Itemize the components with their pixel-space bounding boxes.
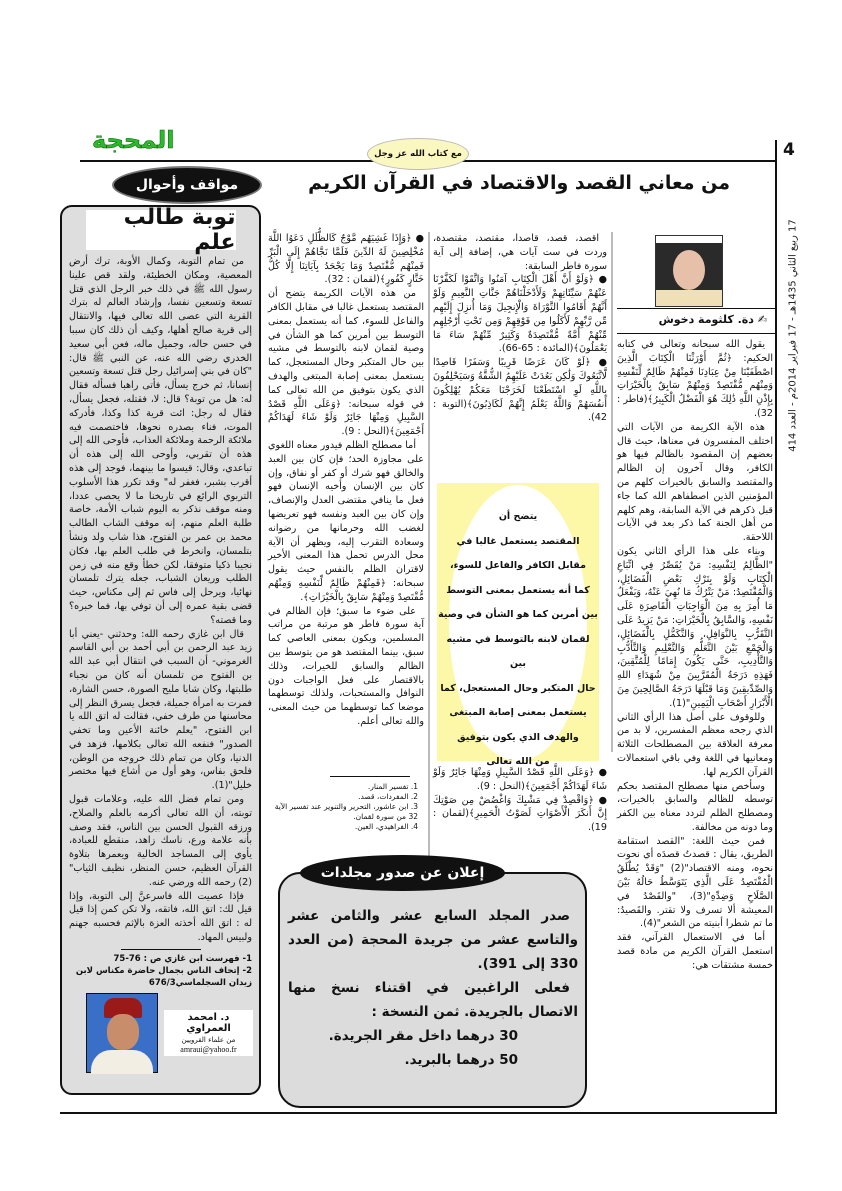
sidebar-section-label	[112, 166, 262, 204]
announcement-box	[278, 872, 587, 1108]
announcement-title-text: إعلان عن صدور مجلدات	[320, 865, 485, 881]
footnote: 4. الفراهيدي، العين.	[354, 822, 418, 831]
paragraph: أما مصطلح الظلم فيدور معناه اللغوي على مجاوزة الحد؛ فإن كان بين العبد والخالق فهو شرك أو كفر أو نفاق، وإن كان بين الإنسان وأخيه الإنسان فهو فعل ما ينافي مقتضى العدل والإنصاف، وإن كان بين العبد ونفسه فهو تعريضها لغضب الله وحرمانها من رضوانه وسعادة التقرب إليه، ويظهر أن الآية محل الدرس تحمل هذا المعنى الأخير لاقتران الظلم بالنفس حيث يقول سبحانه: ﴿فَمِنْهُمْ ظَالِمٌ لِّنَفْسِهِ وَمِنْهُم مُّقْتَصِدٌ وَمِنْهُمْ سَابِقٌ بِالْخَيْرَاتِ﴾.	[268, 439, 424, 603]
column-divider	[428, 232, 430, 857]
sidebar-author-email[interactable]: amraui@yahoo.fr	[180, 1044, 237, 1054]
sidebar-author-card	[164, 1010, 253, 1056]
pull-quote-line: بين أمرين كما هو الشأن في وصية	[438, 609, 598, 620]
sidebar-footnotes	[69, 953, 252, 989]
paragraph: قال ابن غازي رحمه الله: وحدثني -يعني أبا زيد عبد الرحمن بن أبي أحمد بن أبي القاسم الغرموني- أن السبب في انتقال أبي عبد الله بن الفتوح من تلمسان أنه كان من نجباء طلبتها، وكان شابا مليح الصورة، حسن الشارة، فمرت به امرأة جميلة، فجعل يسرق النظر إلى محاسنها من طرف خفي، فقالت له اتق الله يا ابن الفتوح، "يعلم خائنة الأعين وما تخفي الصدور" فنفعه الله تعالى بكلامها، فزهد في الدنيا، وكان من تمام ذلك خروجه من الوطن، فلحق بفاس، وهو أول من أشاع فيها مختصر خليل"(1).	[69, 628, 252, 792]
page-number: 4	[783, 140, 795, 160]
footnote-rule	[330, 776, 410, 777]
verse-item: ● ﴿لَوْ كَانَ عَرَضًا قَرِيبًا وَسَفَرًا قَاصِدًا لَّاتَّبَعُوكَ وَلَٰكِن بَعُدَتْ عَلَيْهِمُ الشُّقَّةُ وَسَيَحْلِفُونَ بِاللَّهِ لَوِ اسْتَطَعْنَا لَخَرَجْنَا مَعَكُمْ يُهْلِكُونَ أَنفُسَهُمْ وَاللَّهُ يَعْلَمُ إِنَّهُمْ لَكَاذِبُونَ﴾(التوبة : 42).	[433, 357, 607, 424]
pull-quote-line: مقابل الكافر والفاعل للسوء،	[450, 560, 586, 571]
announcement-body	[288, 904, 578, 1072]
announcement-text: صدر المجلد السابع عشر والثامن عشر والتاسع عشر من جريدة المحجة (من العدد 330 إلى 391).	[288, 908, 578, 972]
paragraph: من تمام التوبة، وكمال الأوبة، ترك أرض المعصية، ومكان الخطيئة، ولقد قص علينا رسول الله ﷺ في ذلك خبر الرجل الذي قتل تسعة وتسعين نفسا، وإرشاد العالم له بترك القرية التي عصى الله تعالى فيها، والانتقال إلى قرية صالح أهلها، وكيف أن ذلك كان سببا في حسن حاله، وجميل ماله، فعن أبي سعيد الخدري رضي الله عنه، عن النبي ﷺ قال: "كان في بني إسرائيل رجل قتل تسعة وتسعين إنسانا، ثم خرج يسأل، فأتى راهبا فسأله فقال له: هل من توبة؟ قال: لا، فقتله، فجعل يسأل، فقال له رجل: ائت قرية كذا وكذا، فأدركه الموت، فناء بصدره نحوها، فاختصمت فيه ملائكة الرحمة وملائكة العذاب، فأوحى الله إلى هذه أن تقربي، وأوحى الله إلى هذه أن تباعدي، وقال: قيسوا ما بينهما، فوجد إلى هذه أقرب بشبر، فغفر له" وقد تكرر هذا الأسلوب التربوي الرائع في تاريخنا ما لا يحصى عددا، ومنه موقف نذكر به اليوم شباب الأمة، خاصة طلبة العلم منهم، إنه موقف الشاب الطالب محمد بن عمر بن الفتوح، هذا شاب ولد ونشأ بتلمسان، وانخرط في طلب العلم بها، فكان نجيبا ذكيا متوفقا، لكن خطأ وقع منه في زمن الطلب وريعان الشباب، جعله يترك تلمسان نهائيا، ويرحل إلى فاس ثم إلى مكناس، حيث قضى بقية عمره إلى أن توفي بها، فما خبره؟ وما قصته؟	[69, 256, 252, 626]
price-mail: 50 درهما بالبريد.	[404, 1052, 518, 1068]
paragraph: وبناء على هذا الرأي الثاني يكون "الظَّالِمُ لِنَفْسِهِ: مَنْ يُقَصِّرُ فِي اتِّبَاعِ الْكِتَابِ وَلَوْ بِتَرْكِ بَعْضِ الْفَضَائِلِ، وَالْمُقْتَصِدُ: مَنْ يَتْرُكُ مَا نُهِيَ عَنْهُ، وَيَفْعَلُ مَا أُمِرَ بِهِ مِنَ الْوَاجِبَاتِ الْقَاصِرَةِ عَلَى نَفْسِهِ، وَالسَّابِقُ بِالْخَيْرَاتِ: مَنْ يَزِيدُ عَلَى التَّقَرُّبِ بِالنَّوَافِلِ، وَالتَّكَمُّلِ بِالْفَضَائِلِ، وَالْجَمْعِ بَيْنَ التَّعَلُّمِ وَالتَّعْلِيمِ وَالتَّأَدُّبِ وَالتَّأْدِيبِ، حَتَّى يَكُونَ إِمَامًا لِلْمُتَّقِينَ، فَهَذِهِ دَرَجَةُ الْمُقَرَّبِينَ مِنْ شُهَدَاءِ اللهِ وَالصِّدِّيقِينَ وَمَا قَبْلَهَا دَرَجَةُ الصَّالِحِينَ مِنَ الْأَبْرَارِ أَصْحَابِ الْيَمِينِ"(1).	[617, 545, 773, 709]
author-name: دة. كلثومة دخوش	[658, 313, 754, 326]
paragraph: فمن حيث اللغة: "القصد استقامة الطريق، يقال : قصدتُ قصدَه أي نحوت نحوه، ومنه الاقتصاد"(2) "وَقَدْ يُطْلَقُ الْمُقْتَصِدُ عَلَى الَّذِي يَتَوَسَّطُ حَالُهُ بَيْنَ الصَّلَاحِ وَضِدِّهِ"(3)، "والقَصْدُ في المعيشة ألا تسرف ولا تقتر. والقَصيدُ: ما تم شطرا أبنيته من الشعر"(4).	[617, 835, 774, 930]
article-column-2-continued	[433, 766, 607, 835]
verse-item: ● ﴿وَاقْصِدْ فِي مَشْيِكَ وَاغْضُضْ مِن صَوْتِكَ إِنَّ أَنكَرَ الْأَصْوَاتِ لَصَوْتُ الْحَمِيرِ﴾(لقمان : 19).	[433, 794, 607, 834]
paragraph: هذه الآية الكريمة من الآيات التي اختلف المفسرون في معناها، حيث قال بعضهم إن المقصود بالظالم فيها هو الكافر، وقال آخرون إن الظالم والمقتصد والسابق بالخيرات كلهم من المؤمنين الذين اصطفاهم الله كما جاء قبل ذكرهم في الآية السابقة، وهم كلهم من أهل الجنة كما ذكر بعد في الآيات اللاحقة.	[617, 421, 773, 544]
paragraph: يقول الله سبحانه وتعالى في كتابه الحكيم: ﴿ثُمَّ أَوْرَثْنَا الْكِتَابَ الَّذِينَ اصْطَفَيْنَا مِنْ عِبَادِنَا فَمِنْهُمْ ظَالِمٌ لِّنَفْسِهِ وَمِنْهُم مُّقْتَصِدٌ وَمِنْهُمْ سَابِقٌ بِالْخَيْرَاتِ بِإِذْنِ اللَّهِ ذَٰلِكَ هُوَ الْفَضْلُ الْكَبِيرُ﴾(فاطر : 32).	[617, 339, 773, 419]
paragraph: وللوقوف على أصل هذا الرأي الثاني الذي رجحه معظم المفسرين، لا بد من معرفة العلاقة بين المصطلحات الثلاثة ومعانيها في اللغة وفي باقي استعمالات القرآن الكريم لها.	[617, 711, 773, 778]
pull-quote-line: والهدف الذي يكون بتوفيق	[457, 731, 579, 743]
author-rule-bottom	[617, 333, 775, 334]
paragraph: وسأخص منها مصطلح المقتصد بحكم توسطه للظالم والسابق بالخيرات، ومصطلح الظلم لتردد معناه بين الكفر وما دونه من مخالفة.	[617, 780, 773, 833]
footnote: 3. ابن عاشور، التحرير والتنوير عند تفسير الآية 32 من سورة لقمان.	[274, 802, 418, 821]
footnote: 1. تفسير المنار.	[367, 782, 418, 791]
sidebar-author-photo	[86, 993, 158, 1073]
article-column-3	[268, 232, 424, 772]
verse-item: ● ﴿وَلَوْ أَنَّ أَهْلَ الْكِتَابِ آمَنُوا وَاتَّقَوْا لَكَفَّرْنَا عَنْهُمْ سَيِّئَاتِهِمْ وَلَأَدْخَلْنَاهُمْ جَنَّاتِ النَّعِيمِ وَلَوْ أَنَّهُمْ أَقَامُوا التَّوْرَاةَ وَالْإِنجِيلَ وَمَا أُنزِلَ إِلَيْهِم مِّن رَّبِّهِمْ لَأَكَلُوا مِن فَوْقِهِمْ وَمِن تَحْتِ أَرْجُلِهِم مِّنْهُمْ أُمَّةٌ مُّقْتَصِدَةٌ وَكَثِيرٌ مِّنْهُمْ سَاءَ مَا يَعْمَلُونَ﴾(المائدة : 65-66).	[433, 274, 607, 355]
section-badge-label: مع كتاب الله عز وجل	[374, 149, 462, 159]
pull-quote-line: يستعمل بمعنى إصابة المبتغى	[449, 707, 587, 718]
sidebar-title-box	[86, 205, 236, 255]
footnote: 2- إتحاف الناس بجمال حاضرة مكناس لابن زيدان السجلماسي676/3	[75, 965, 252, 988]
sidebar-box	[60, 205, 261, 1095]
column-divider	[611, 232, 613, 752]
paragraph: أما في الاستعمال القرآني، فقد استعمل القرآن الكريم من مادة قصد خمسة مشتقات هي:	[617, 932, 773, 971]
sidebar-section-label-text: مواقف وأحوال	[135, 177, 239, 193]
section-badge	[367, 138, 469, 170]
footnote: 2. المفردات، قصد.	[358, 792, 418, 801]
sidebar-text	[69, 255, 252, 945]
sidebar-title: توبة طالب علم	[123, 205, 236, 255]
sidebar-author-role: من علماء القرويين	[181, 1035, 236, 1044]
paragraph: فإذا عصيت الله فاسرعنَّ إلى التوبة، وإذا قيل لك: اتق الله، فاتقه، ولا تكن كمن إذا قيل له : اتق الله أخذته العزة بالإثم فحسبه جهنم ولبيس المهاد.	[69, 890, 252, 944]
pull-quote-line: لقمان لابنه بالتوسط في مشيه بين	[446, 633, 590, 669]
pull-quote-line: من الله تعالى	[486, 756, 550, 767]
announcement-title	[300, 855, 505, 891]
paragraph: اقصد، قصد، قاصدا، مقتصد، مقتصدة، وردت في ست آيات هي، إضافة إلى آية سورة فاطر السابقة:	[433, 233, 607, 272]
pull-quote-line: كما أنه يستعمل بمعنى التوسط	[446, 584, 590, 596]
paragraph: من هذه الآيات الكريمة يتضح أن المقتصد يستعمل غالبا في مقابل الكافر والفاعل للسوء، كما أنه يستعمل بمعنى التوسط بين أمرين كما هو الشأن في وصية لقمان لابنه بالتوسط في مشيه بين حال المتكبر وحال المستعجل، كما يستعمل بمعنى إصابة المبتغى والهدف الذي يكون بتوفيق من الله تعالى كما في قوله سبحانه: ﴿وَعَلَى اللَّهِ قَصْدُ السَّبِيلِ وَمِنْهَا جَائِرٌ وَلَوْ شَاءَ لَهَدَاكُمْ أَجْمَعِينَ﴾(النحل : 9).	[268, 288, 424, 438]
pull-quote-line: المقتصد يستعمل غالبا في	[456, 535, 580, 547]
pull-quote-line: حال المتكبر وحال المستعجل، كما	[440, 682, 596, 694]
price-local: 30 درهما داخل مقر الجريدة.	[328, 1028, 518, 1044]
footer-rule	[60, 1112, 777, 1114]
article-footnotes	[268, 782, 418, 832]
sidebar-author-name: د. امحمد العمراوي	[186, 1011, 231, 1034]
author-byline	[617, 313, 767, 326]
date-strip: 17 ربيع الثاني 1435هـ - 17 فبراير 2014م - العدد 414	[787, 219, 799, 452]
pen-icon: ✍	[753, 313, 767, 326]
article-column-2	[433, 232, 607, 480]
article-column-1	[617, 338, 773, 973]
article-title: من معاني القصد والاقتصاد في القرآن الكريم	[308, 172, 730, 194]
announcement-call: فعلى الراغبين في اقتناء نسخ منها الاتصال بالجريدة. ثمن النسخة :	[288, 980, 578, 1020]
footnote-rule	[121, 949, 201, 950]
author-rule-top	[617, 308, 775, 309]
right-margin-rule	[775, 140, 777, 1112]
author-photo	[655, 235, 723, 307]
paragraph: ومن تمام فضل الله عليه، وعلامات قبول توبته، أن الله تعالى أكرمه بالعلم والصلاح، ورزقه القبول الحسن بين الناس، فقد وصف بأنه علامة ورع، ناسك زاهد، منقطع للعبادة، يأوي إلى المساجد الخالية ويعمرها بتلاوة القرآن العظيم، حسن المنظر، نظيف الثياب"(2) رحمه الله ورضي عنه.	[69, 794, 252, 888]
verse-item: ● ﴿وَإِذَا غَشِيَهُم مَّوْجٌ كَالظُّلَلِ دَعَوُا اللَّهَ مُخْلِصِينَ لَهُ الدِّينَ فَلَمَّا نَجَّاهُمْ إِلَى الْبَرِّ فَمِنْهُم مُّقْتَصِدٌ وَمَا يَجْحَدُ بِآيَاتِنَا إِلَّا كُلُّ خَتَّارٍ كَفُورٍ﴾(لقمان : 32).	[268, 233, 424, 286]
pull-quote	[437, 483, 599, 767]
sidebar-author-row	[86, 993, 253, 1073]
verse-item: ● ﴿وَعَلَى اللَّهِ قَصْدُ السَّبِيلِ وَمِنْهَا جَائِرٌ وَلَوْ شَاءَ لَهَدَاكُمْ أَجْمَعِينَ﴾(النحل : 9).	[433, 767, 607, 792]
footnote: 1- فهرست ابن غازي ص : 76-75	[113, 953, 252, 964]
newspaper-logo: المحجة	[92, 126, 175, 154]
pull-quote-line: يتضح أن	[498, 511, 538, 522]
paragraph: على ضوء ما سبق؛ فإن الظالم في آية سورة فاطر هو مرتبة من مراتب المسلمين، ويكون بمعنى العاصي كما سبق، بينما المقتصد هو من يتوسط بين الظالم والسابق للخيرات، وذلك بالاقتصار على فعل الواجبات دون النوافل والمستحبات، ولذلك توسطهما موضعا كما توسطهما من حيث المعنى، والله تعالى أعلم.	[268, 605, 424, 727]
